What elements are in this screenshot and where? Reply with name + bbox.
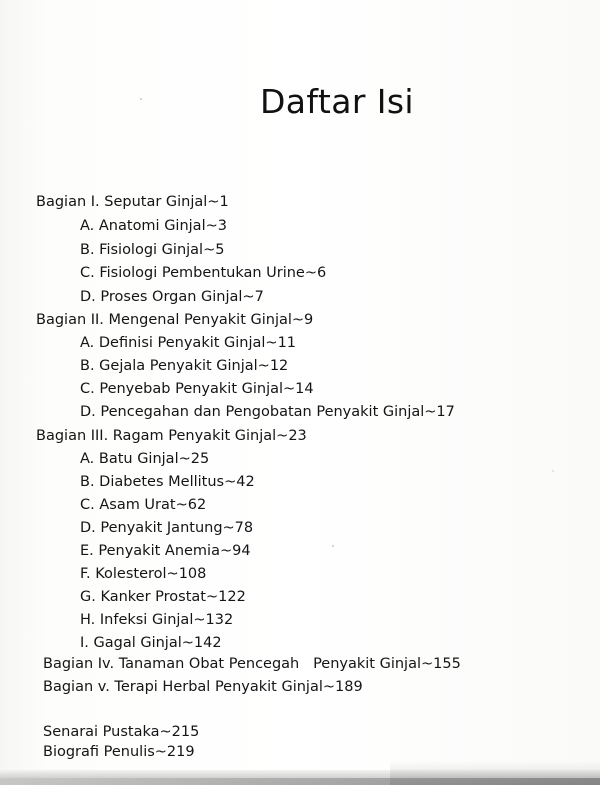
toc-entry-bagian-1: Bagian I. Seputar Ginjal~1: [36, 194, 229, 210]
toc-entry-kanker-prostat: G. Kanker Prostat~122: [80, 589, 246, 605]
toc-entry-proses-organ-ginjal: D. Proses Organ Ginjal~7: [80, 289, 264, 305]
toc-entry-kolesterol: F. Kolesterol~108: [80, 566, 207, 582]
toc-entry-pencegahan-pengobatan: D. Pencegahan dan Pengobatan Penyakit Ginjal~17: [80, 404, 455, 420]
paper-speck: [552, 470, 554, 472]
paper-speck: [332, 545, 334, 547]
toc-entry-diabetes-mellitus: B. Diabetes Mellitus~42: [80, 474, 255, 490]
toc-entry-anatomi-ginjal: A. Anatomi Ginjal~3: [80, 218, 227, 234]
toc-entry-gagal-ginjal: I. Gagal Ginjal~142: [80, 635, 222, 651]
toc-entry-asam-urat: C. Asam Urat~62: [80, 497, 207, 513]
toc-entry-bagian-4: Bagian Iv. Tanaman Obat Pencegah Penyakit Ginjal~155: [43, 656, 461, 672]
page-corner-shadow: [390, 761, 600, 785]
toc-entry-definisi-penyakit-ginjal: A. Definisi Penyakit Ginjal~11: [80, 335, 297, 351]
page-title: Daftar Isi: [260, 82, 414, 122]
toc-entry-bagian-5: Bagian v. Terapi Herbal Penyakit Ginjal~189: [43, 679, 363, 695]
toc-entry-penyakit-anemia: E. Penyakit Anemia~94: [80, 543, 251, 559]
toc-entry-gejala-penyakit-ginjal: B. Gejala Penyakit Ginjal~12: [80, 358, 289, 374]
toc-entry-batu-ginjal: A. Batu Ginjal~25: [80, 451, 210, 467]
toc-entry-bagian-3: Bagian III. Ragam Penyakit Ginjal~23: [36, 428, 307, 444]
toc-entry-penyakit-jantung: D. Penyakit Jantung~78: [80, 520, 254, 536]
toc-entry-biografi-penulis: Biografi Penulis~219: [43, 744, 195, 760]
toc-entry-bagian-2: Bagian II. Mengenal Penyakit Ginjal~9: [36, 312, 314, 328]
toc-entry-fisiologi-pembentukan-urine: C. Fisiologi Pembentukan Urine~6: [80, 265, 327, 281]
toc-entry-senarai-pustaka: Senarai Pustaka~215: [43, 724, 200, 740]
toc-entry-infeksi-ginjal: H. Infeksi Ginjal~132: [80, 612, 234, 628]
toc-entry-penyebab-penyakit-ginjal: C. Penyebab Penyakit Ginjal~14: [80, 381, 314, 397]
paper-speck: [140, 98, 142, 100]
toc-entry-fisiologi-ginjal: B. Fisiologi Ginjal~5: [80, 242, 225, 258]
